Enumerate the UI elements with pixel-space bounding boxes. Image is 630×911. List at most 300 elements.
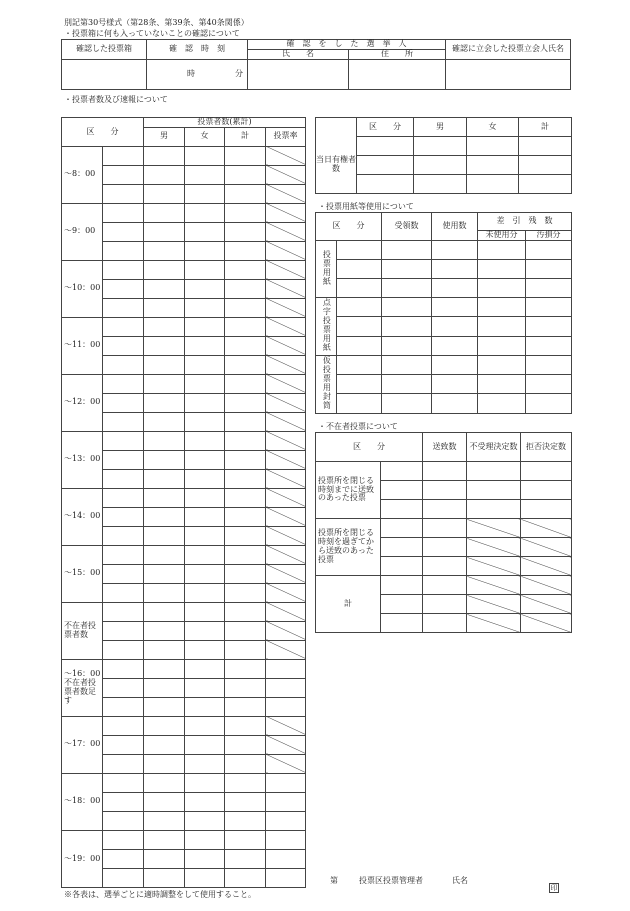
voters-rate-cell[interactable] — [266, 488, 306, 507]
voters-total-cell[interactable] — [225, 583, 266, 602]
voters-sub-cell[interactable] — [103, 146, 144, 165]
ballot-row-label — [316, 298, 337, 356]
voters-sub-cell[interactable] — [103, 602, 144, 621]
voters-male-cell[interactable] — [144, 773, 185, 792]
voters-male-cell[interactable] — [144, 222, 185, 241]
voters-female-cell[interactable] — [185, 393, 225, 412]
voters-female-cell[interactable] — [185, 431, 225, 450]
voters-sub-cell[interactable] — [103, 583, 144, 602]
voters-total-cell[interactable] — [225, 336, 266, 355]
voters-male-cell[interactable] — [144, 507, 185, 526]
voters-rate-cell[interactable] — [266, 317, 306, 336]
voters-rate-cell[interactable] — [266, 773, 306, 792]
absentee-not-accepted-cell[interactable] — [467, 519, 521, 538]
voters-female-cell[interactable] — [185, 298, 225, 317]
voters-male-cell[interactable] — [144, 697, 185, 716]
voters-sub-cell[interactable] — [103, 431, 144, 450]
voters-total-cell[interactable] — [225, 545, 266, 564]
voters-male-cell[interactable] — [144, 754, 185, 773]
voters-female-cell[interactable] — [185, 792, 225, 811]
absentee-rejected-cell[interactable] — [521, 557, 572, 576]
ballot-cell[interactable] — [526, 279, 572, 298]
voters-rate-cell[interactable] — [266, 279, 306, 298]
voters-rate-cell[interactable] — [266, 830, 306, 849]
voters-total-cell[interactable] — [225, 659, 266, 678]
cell-box[interactable] — [62, 59, 147, 89]
voters-sub-cell[interactable] — [103, 868, 144, 887]
voters-sub-cell[interactable] — [103, 754, 144, 773]
absentee-rejected-cell[interactable] — [521, 462, 572, 481]
voters-total-cell[interactable] — [225, 811, 266, 830]
ballot-cell[interactable] — [382, 355, 432, 374]
voters-female-cell[interactable] — [185, 260, 225, 279]
cell-time[interactable] — [147, 59, 248, 89]
voters-sub-cell[interactable] — [103, 811, 144, 830]
eligible-cell[interactable] — [519, 175, 572, 194]
ballot-cell[interactable] — [432, 279, 478, 298]
voters-sub-cell[interactable] — [103, 374, 144, 393]
voters-total-cell[interactable] — [225, 792, 266, 811]
voters-total-cell[interactable] — [225, 317, 266, 336]
voters-female-cell[interactable] — [185, 754, 225, 773]
voters-rate-cell[interactable] — [266, 412, 306, 431]
voters-total-cell[interactable] — [225, 203, 266, 222]
cell-name[interactable] — [248, 59, 349, 89]
absentee-rejected-cell[interactable] — [521, 595, 572, 614]
voters-rate-cell[interactable] — [266, 393, 306, 412]
voters-female-cell[interactable] — [185, 165, 225, 184]
absentee-sent-cell[interactable] — [423, 481, 467, 500]
voters-rate-cell[interactable] — [266, 849, 306, 868]
ballot-cell[interactable] — [478, 241, 526, 260]
voters-rate-cell[interactable] — [266, 298, 306, 317]
cell-address[interactable] — [349, 59, 446, 89]
voters-male-cell[interactable] — [144, 260, 185, 279]
voters-male-cell[interactable] — [144, 849, 185, 868]
absentee-sent-cell[interactable] — [423, 538, 467, 557]
voters-sub-cell[interactable] — [103, 469, 144, 488]
voters-rate-cell[interactable] — [266, 146, 306, 165]
absentee-not-accepted-cell[interactable] — [467, 538, 521, 557]
eligible-cell[interactable] — [357, 175, 414, 194]
voters-sub-cell[interactable] — [103, 241, 144, 260]
absentee-sub-cell[interactable] — [381, 519, 423, 538]
voters-sub-cell[interactable] — [103, 355, 144, 374]
voters-total-cell[interactable] — [225, 526, 266, 545]
voters-female-cell[interactable] — [185, 469, 225, 488]
voters-female-cell[interactable] — [185, 849, 225, 868]
voters-sub-cell[interactable] — [103, 298, 144, 317]
ballot-cell[interactable] — [432, 394, 478, 413]
absentee-sub-cell[interactable] — [381, 595, 423, 614]
voters-rate-cell[interactable] — [266, 811, 306, 830]
voters-male-cell[interactable] — [144, 526, 185, 545]
ballot-cell[interactable] — [382, 279, 432, 298]
voters-total-cell[interactable] — [225, 431, 266, 450]
voters-total-cell[interactable] — [225, 146, 266, 165]
ballot-cell[interactable] — [526, 394, 572, 413]
voters-female-cell[interactable] — [185, 279, 225, 298]
voters-female-cell[interactable] — [185, 716, 225, 735]
voters-total-cell[interactable] — [225, 564, 266, 583]
voters-rate-cell[interactable] — [266, 621, 306, 640]
voters-sub-cell[interactable] — [103, 640, 144, 659]
absentee-rejected-cell[interactable] — [521, 481, 572, 500]
voters-total-cell[interactable] — [225, 602, 266, 621]
voters-total-cell[interactable] — [225, 773, 266, 792]
voters-female-cell[interactable] — [185, 222, 225, 241]
voters-male-cell[interactable] — [144, 146, 185, 165]
voters-rate-cell[interactable] — [266, 583, 306, 602]
ballot-cell[interactable] — [432, 375, 478, 394]
voters-rate-cell[interactable] — [266, 241, 306, 260]
ballot-cell[interactable] — [382, 260, 432, 279]
absentee-not-accepted-cell[interactable] — [467, 576, 521, 595]
voters-sub-cell[interactable] — [103, 773, 144, 792]
voters-total-cell[interactable] — [225, 849, 266, 868]
voters-rate-cell[interactable] — [266, 735, 306, 754]
voters-rate-cell[interactable] — [266, 184, 306, 203]
voters-total-cell[interactable] — [225, 184, 266, 203]
ballot-cell[interactable] — [478, 375, 526, 394]
absentee-rejected-cell[interactable] — [521, 519, 572, 538]
voters-female-cell[interactable] — [185, 184, 225, 203]
voters-sub-cell[interactable] — [103, 849, 144, 868]
absentee-sub-cell[interactable] — [381, 614, 423, 633]
absentee-not-accepted-cell[interactable] — [467, 481, 521, 500]
eligible-cell[interactable] — [519, 156, 572, 175]
voters-male-cell[interactable] — [144, 488, 185, 507]
ballot-cell[interactable] — [432, 317, 478, 336]
voters-rate-cell[interactable] — [266, 716, 306, 735]
eligible-cell[interactable] — [357, 137, 414, 156]
absentee-sent-cell[interactable] — [423, 576, 467, 595]
voters-total-cell[interactable] — [225, 640, 266, 659]
voters-total-cell[interactable] — [225, 241, 266, 260]
absentee-not-accepted-cell[interactable] — [467, 462, 521, 481]
voters-female-cell[interactable] — [185, 507, 225, 526]
voters-male-cell[interactable] — [144, 317, 185, 336]
voters-female-cell[interactable] — [185, 564, 225, 583]
ballot-cell[interactable] — [337, 279, 382, 298]
voters-female-cell[interactable] — [185, 317, 225, 336]
voters-female-cell[interactable] — [185, 336, 225, 355]
voters-sub-cell[interactable] — [103, 659, 144, 678]
voters-total-cell[interactable] — [225, 450, 266, 469]
ballot-cell[interactable] — [478, 394, 526, 413]
voters-female-cell[interactable] — [185, 450, 225, 469]
ballot-cell[interactable] — [337, 317, 382, 336]
absentee-sent-cell[interactable] — [423, 614, 467, 633]
absentee-sub-cell[interactable] — [381, 557, 423, 576]
voters-female-cell[interactable] — [185, 241, 225, 260]
voters-time-label: 〜11：00 — [62, 317, 103, 374]
eligible-cell[interactable] — [467, 156, 519, 175]
voters-total-cell[interactable] — [225, 488, 266, 507]
ballot-cell[interactable] — [337, 241, 382, 260]
ballot-cell[interactable] — [526, 298, 572, 317]
ballot-cell[interactable] — [337, 394, 382, 413]
voters-rate-cell[interactable] — [266, 678, 306, 697]
ballot-cell[interactable] — [382, 317, 432, 336]
voters-sub-cell[interactable] — [103, 545, 144, 564]
voters-female-cell[interactable] — [185, 735, 225, 754]
voters-male-cell[interactable] — [144, 355, 185, 374]
voters-male-cell[interactable] — [144, 184, 185, 203]
voters-total-cell[interactable] — [225, 393, 266, 412]
voters-female-cell[interactable] — [185, 526, 225, 545]
voters-rate-cell[interactable] — [266, 203, 306, 222]
absentee-sub-cell[interactable] — [381, 576, 423, 595]
absentee-not-accepted-cell[interactable] — [467, 500, 521, 519]
voters-rate-cell[interactable] — [266, 431, 306, 450]
voters-male-cell[interactable] — [144, 165, 185, 184]
voters-sub-cell[interactable] — [103, 393, 144, 412]
eligible-cell[interactable] — [467, 137, 519, 156]
ballot-cell[interactable] — [478, 279, 526, 298]
voters-total-cell[interactable] — [225, 697, 266, 716]
voters-male-cell[interactable] — [144, 545, 185, 564]
ballot-cell[interactable] — [432, 260, 478, 279]
voters-sub-cell[interactable] — [103, 336, 144, 355]
ballot-cell[interactable] — [526, 336, 572, 355]
voters-total-cell[interactable] — [225, 507, 266, 526]
ballot-cell[interactable] — [526, 260, 572, 279]
ballot-cell[interactable] — [526, 317, 572, 336]
voters-female-cell[interactable] — [185, 355, 225, 374]
voters-female-cell[interactable] — [185, 811, 225, 830]
ballot-cell[interactable] — [526, 355, 572, 374]
voters-total-cell[interactable] — [225, 355, 266, 374]
voters-sub-cell[interactable] — [103, 260, 144, 279]
absentee-rejected-cell[interactable] — [521, 576, 572, 595]
voters-rate-cell[interactable] — [266, 374, 306, 393]
voters-male-cell[interactable] — [144, 602, 185, 621]
voters-rate-cell[interactable] — [266, 545, 306, 564]
voters-rate-cell[interactable] — [266, 336, 306, 355]
ballot-cell[interactable] — [478, 355, 526, 374]
voters-sub-cell[interactable] — [103, 621, 144, 640]
voters-sub-cell[interactable] — [103, 792, 144, 811]
voters-total-cell[interactable] — [225, 754, 266, 773]
voters-male-cell[interactable] — [144, 431, 185, 450]
voters-female-cell[interactable] — [185, 640, 225, 659]
voters-total-cell[interactable] — [225, 469, 266, 488]
voters-male-cell[interactable] — [144, 735, 185, 754]
voters-rate-cell[interactable] — [266, 526, 306, 545]
absentee-rejected-cell[interactable] — [521, 614, 572, 633]
ballot-header-remaining: 差 引 残 数 — [478, 213, 572, 231]
voters-sub-cell[interactable] — [103, 317, 144, 336]
voters-total-cell[interactable] — [225, 222, 266, 241]
voters-rate-cell[interactable] — [266, 450, 306, 469]
voters-rate-cell[interactable] — [266, 792, 306, 811]
voters-male-cell[interactable] — [144, 203, 185, 222]
voters-sub-cell[interactable] — [103, 526, 144, 545]
ballot-cell[interactable] — [337, 260, 382, 279]
voters-total-cell[interactable] — [225, 279, 266, 298]
eligible-cell[interactable] — [357, 156, 414, 175]
voters-male-cell[interactable] — [144, 374, 185, 393]
absentee-sub-cell[interactable] — [381, 462, 423, 481]
voters-total-cell[interactable] — [225, 678, 266, 697]
voters-male-cell[interactable] — [144, 583, 185, 602]
voters-sub-cell[interactable] — [103, 412, 144, 431]
voters-female-cell[interactable] — [185, 545, 225, 564]
ballot-cell[interactable] — [526, 241, 572, 260]
voters-male-cell[interactable] — [144, 792, 185, 811]
voters-total-cell[interactable] — [225, 412, 266, 431]
absentee-not-accepted-cell[interactable] — [467, 614, 521, 633]
absentee-header-category: 区 分 — [316, 433, 423, 462]
voters-female-cell[interactable] — [185, 659, 225, 678]
voters-male-cell[interactable] — [144, 279, 185, 298]
voters-total-cell[interactable] — [225, 165, 266, 184]
voters-sub-cell[interactable] — [103, 678, 144, 697]
absentee-not-accepted-cell[interactable] — [467, 557, 521, 576]
voters-male-cell[interactable] — [144, 659, 185, 678]
eligible-cell[interactable] — [467, 175, 519, 194]
voters-male-cell[interactable] — [144, 336, 185, 355]
voters-sub-cell[interactable] — [103, 697, 144, 716]
voters-female-cell[interactable] — [185, 602, 225, 621]
voters-female-cell[interactable] — [185, 203, 225, 222]
ballot-cell[interactable] — [478, 260, 526, 279]
voters-male-cell[interactable] — [144, 678, 185, 697]
voters-male-cell[interactable] — [144, 868, 185, 887]
voters-male-cell[interactable] — [144, 564, 185, 583]
voters-rate-cell[interactable] — [266, 868, 306, 887]
cell-witness[interactable] — [446, 59, 571, 89]
absentee-sub-cell[interactable] — [381, 481, 423, 500]
voters-female-cell[interactable] — [185, 583, 225, 602]
voters-female-cell[interactable] — [185, 830, 225, 849]
voters-male-cell[interactable] — [144, 621, 185, 640]
eligible-cell[interactable] — [414, 175, 467, 194]
voters-female-cell[interactable] — [185, 621, 225, 640]
ballot-cell[interactable] — [432, 298, 478, 317]
absentee-sent-cell[interactable] — [423, 557, 467, 576]
ballot-cell[interactable] — [478, 336, 526, 355]
voters-rate-cell[interactable] — [266, 754, 306, 773]
voters-sub-cell[interactable] — [103, 716, 144, 735]
ballot-cell[interactable] — [337, 375, 382, 394]
voters-rate-cell[interactable] — [266, 697, 306, 716]
voters-female-cell[interactable] — [185, 697, 225, 716]
voters-sub-cell[interactable] — [103, 222, 144, 241]
ballot-cell[interactable] — [337, 336, 382, 355]
voters-sub-cell[interactable] — [103, 165, 144, 184]
voters-total-cell[interactable] — [225, 298, 266, 317]
voters-sub-cell[interactable] — [103, 830, 144, 849]
voters-male-cell[interactable] — [144, 811, 185, 830]
absentee-sent-cell[interactable] — [423, 519, 467, 538]
voters-rate-cell[interactable] — [266, 564, 306, 583]
voters-male-cell[interactable] — [144, 412, 185, 431]
voters-sub-cell[interactable] — [103, 203, 144, 222]
voters-rate-cell[interactable] — [266, 469, 306, 488]
absentee-sub-cell[interactable] — [381, 538, 423, 557]
voters-male-cell[interactable] — [144, 469, 185, 488]
voters-sub-cell[interactable] — [103, 564, 144, 583]
voters-rate-cell[interactable] — [266, 602, 306, 621]
voters-male-cell[interactable] — [144, 241, 185, 260]
ballot-cell[interactable] — [382, 298, 432, 317]
ballot-cell[interactable] — [382, 241, 432, 260]
voters-male-cell[interactable] — [144, 640, 185, 659]
voters-total-cell[interactable] — [225, 716, 266, 735]
voters-total-cell[interactable] — [225, 735, 266, 754]
absentee-sent-cell[interactable] — [423, 500, 467, 519]
eligible-cell[interactable] — [414, 156, 467, 175]
ballot-cell[interactable] — [478, 317, 526, 336]
absentee-not-accepted-cell[interactable] — [467, 595, 521, 614]
voters-female-cell[interactable] — [185, 678, 225, 697]
voters-rate-cell[interactable] — [266, 165, 306, 184]
voters-female-cell[interactable] — [185, 146, 225, 165]
voters-total-cell[interactable] — [225, 830, 266, 849]
ballot-cell[interactable] — [432, 355, 478, 374]
voters-rate-cell[interactable] — [266, 355, 306, 374]
ballot-cell[interactable] — [337, 355, 382, 374]
voters-total-cell[interactable] — [225, 621, 266, 640]
voters-rate-cell[interactable] — [266, 640, 306, 659]
voters-total-cell[interactable] — [225, 260, 266, 279]
voters-sub-cell[interactable] — [103, 279, 144, 298]
voters-total-cell[interactable] — [225, 374, 266, 393]
voters-female-cell[interactable] — [185, 868, 225, 887]
ballot-cell[interactable] — [382, 375, 432, 394]
voters-male-cell[interactable] — [144, 450, 185, 469]
voters-sub-cell[interactable] — [103, 735, 144, 754]
voters-rate-cell[interactable] — [266, 260, 306, 279]
voters-total-cell[interactable] — [225, 868, 266, 887]
absentee-sent-cell[interactable] — [423, 462, 467, 481]
voters-female-cell[interactable] — [185, 412, 225, 431]
voters-rate-cell[interactable] — [266, 222, 306, 241]
voters-sub-cell[interactable] — [103, 450, 144, 469]
ballot-cell[interactable] — [478, 298, 526, 317]
voters-female-cell[interactable] — [185, 773, 225, 792]
ballot-cell[interactable] — [337, 298, 382, 317]
voters-female-cell[interactable] — [185, 488, 225, 507]
voters-absentee-label: 不在者投票者数 — [62, 602, 103, 659]
ballot-cell[interactable] — [432, 241, 478, 260]
eligible-label: 当日有権者数 — [316, 137, 357, 194]
ballot-cell[interactable] — [526, 375, 572, 394]
ballot-cell[interactable] — [382, 394, 432, 413]
header-name: 氏 名 — [248, 49, 349, 59]
absentee-sent-cell[interactable] — [423, 595, 467, 614]
voters-male-cell[interactable] — [144, 716, 185, 735]
ballot-cell[interactable] — [382, 336, 432, 355]
absentee-sub-cell[interactable] — [381, 500, 423, 519]
eligible-cell[interactable] — [414, 137, 467, 156]
eligible-cell[interactable] — [519, 137, 572, 156]
voters-male-cell[interactable] — [144, 393, 185, 412]
absentee-rejected-cell[interactable] — [521, 538, 572, 557]
voters-sub-cell[interactable] — [103, 507, 144, 526]
voters-rate-cell[interactable] — [266, 659, 306, 678]
absentee-rejected-cell[interactable] — [521, 500, 572, 519]
voters-female-cell[interactable] — [185, 374, 225, 393]
ballot-cell[interactable] — [432, 336, 478, 355]
voters-sub-cell[interactable] — [103, 184, 144, 203]
voters-rate-cell[interactable] — [266, 507, 306, 526]
voters-sub-cell[interactable] — [103, 488, 144, 507]
voters-male-cell[interactable] — [144, 830, 185, 849]
voters-male-cell[interactable] — [144, 298, 185, 317]
